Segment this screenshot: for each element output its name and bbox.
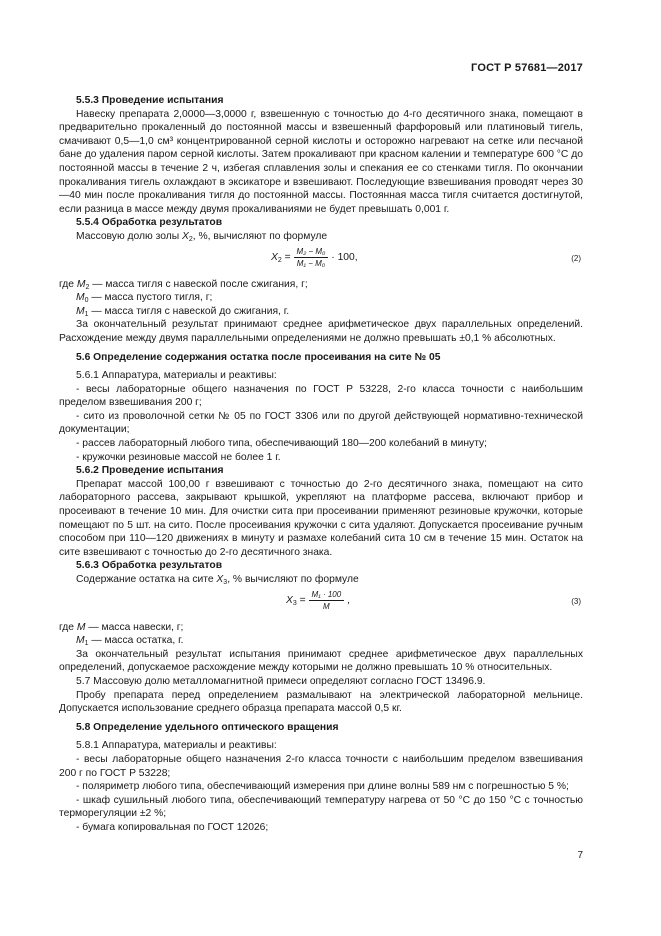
- list-item: - сито из проволочной сетки № 05 по ГОСТ 3306 или по другой действующей нормативно-технической документации;: [59, 410, 583, 436]
- section-5-6-3-intro: Содержание остатка на сите $X_3$, % вычисляют по формуле: [76, 574, 359, 586]
- page-number: 7: [577, 850, 583, 861]
- formula-3-numerator: M₁ · 100: [309, 589, 345, 601]
- section-5-7-text: 5.7 Массовую долю металломагнитной примеси определяют согласно ГОСТ 13496.9.: [76, 675, 486, 687]
- section-5-5-4-intro: Массовую долю золы $X_2$, %, вычисляют по формуле: [76, 230, 328, 243]
- list-item: - весы лабораторные общего назначения по ГОСТ Р 53228, 2-го класса точности с наибольшим пределом взвешивания 200 г;: [59, 383, 583, 409]
- section-5-8-title: 5.8 Определение удельного оптического вращения: [76, 721, 339, 733]
- formula-2: $X_2$ = $\frac{\text{M₂ − M₀}}{\text{M₁ − M₀}}$ · 100, (2): [271, 246, 581, 268]
- list-item: - рассев лабораторный любого типа, обеспечивающий 180—200 колебаний в минуту;: [76, 438, 488, 450]
- section-5-5-3-text: Навеску препарата 2,0000—3,0000 г, взвешенную с точностью до 4-го десятичного знака, помещают в предварительно прокаленный до постоянной массы и взвешенный фарфоровый или платиновый тигель, смачивают 0,5—1,0 см³ концентрированной серной кислоты и осторожно нагревают на сетке или песчаной бане до удаления паром серной кислоты. Затем прокаливают при красном калении и температуре 600 °С до постоянной массы в течение 2 ч, избегая сплавления золы и спекания ее со стенками тигля. По окончании прокаливания тигель охлаждают в эксикаторе и взвешивают. Последующие взвешивания проводят через 30—40 мин после прокаливания тигля до постоянной массы. Постоянная масса тигля считается достигнутой, если разница в массе между двумя прокаливаниями не будет превышать 0,001 г.: [59, 108, 583, 215]
- section-5-6-1-title: 5.6.1 Аппаратура, материалы и реактивы:: [76, 370, 277, 382]
- list-item: - бумага копировальная по ГОСТ 12026;: [76, 821, 269, 833]
- list-item: - поляриметр любого типа, обеспечивающий измерения при длине волны 589 нм с погрешностью 5 %;: [76, 781, 569, 793]
- where-line: $M_1$ — масса остатка, г.: [76, 635, 184, 648]
- section-5-5-4-title: 5.5.4 Обработка результатов: [76, 217, 223, 229]
- formula-3-fraction: [309, 589, 345, 612]
- where-line: где $M_2$ — масса тигля с навеской после сжигания, г;: [59, 278, 308, 291]
- section-5-6-2-text: Препарат массой 100,00 г взвешивают с точностью до 2-го десятичного знака, помещают на сито лабораторного рассева, закрывают крышкой, укрепляют на платформе рассева, включают прибор и просеивают в течение 10 мин. Для очистки сита при просеивании применяют резиновые кружочки, которые помещают по 5 шт. на сито. После просеивания кружочки с сита удаляют. Допускается просеивание ручным способом при 110—120 движениях в минуту и размахе колебаний сита 10 см в течение 15 мин. Остаток на сите взвешивают с точностью до 2-го десятичного знака.: [59, 478, 583, 558]
- section-5-6-3-title: 5.6.3 Обработка результатов: [76, 560, 223, 572]
- where-line: где M — масса навески, г;: [59, 621, 184, 633]
- where-line: $M_0$ — масса пустого тигля, г;: [76, 292, 213, 305]
- section-5-6-3-conclusion: За окончательный результат испытания принимают среднее арифметическое двух параллельных определений, допускаемое расхождение между которыми не должно превышать 10 % относительных.: [59, 648, 583, 674]
- list-item: - кружочки резиновые массой не более 1 г.: [76, 451, 281, 463]
- doc-code-header: ГОСТ Р 57681—2017: [471, 62, 583, 74]
- formula-3: $X_3$ = $\frac{\text{M₁ · 100}}{M}$ , (3): [286, 589, 581, 611]
- section-5-6-2-title: 5.6.2 Проведение испытания: [76, 465, 224, 477]
- section-5-5-3-title: 5.5.3 Проведение испытания: [76, 95, 224, 106]
- section-5-8-1-title: 5.8.1 Аппаратура, материалы и реактивы:: [76, 740, 277, 752]
- formula-3-number: (3): [571, 596, 581, 606]
- where-line: $M_1$ — масса тигля с навеской до сжигания, г.: [76, 305, 290, 318]
- formula-2-tail: · 100,: [331, 251, 358, 263]
- formula-3-where: [59, 621, 583, 648]
- formula-3-lhs: X: [286, 594, 293, 606]
- formula-2-denominator: M₁ − M₀: [296, 258, 326, 268]
- formula-3-tail: ,: [347, 594, 350, 606]
- section-5-6-title: 5.6 Определение содержания остатка после просеивания на сите № 05: [76, 351, 441, 363]
- formula-2-fraction: [294, 246, 329, 269]
- formula-2-lhs: X: [271, 251, 278, 263]
- list-item: - весы лабораторные общего назначения 2-го класса точности с наибольшим пределом взвешивания 200 г по ГОСТ Р 53228;: [59, 753, 583, 779]
- formula-2-numerator: M₂ − M₀: [294, 246, 329, 258]
- formula-2-number: (2): [571, 253, 581, 263]
- page-content: [59, 94, 583, 835]
- section-5-5-4-conclusion: За окончательный результат принимают среднее арифметическое двух параллельных определений. Расхождение между двумя параллельными определениями не должно превышать ±0,1 % абсолютных.: [59, 319, 583, 344]
- section-5-7-text-2: Пробу препарата перед определением размалывают на электрической лабораторной мельнице. Допускается использование среднего образца препарата массой 0,5 кг.: [59, 689, 583, 715]
- formula-2-where: [59, 278, 583, 319]
- formula-3-denominator: M: [323, 601, 330, 611]
- list-item: - шкаф сушильный любого типа, обеспечивающий температуру нагрева от 50 °С до 150 °С с точностью терморегуляции ±2 %;: [59, 794, 583, 820]
